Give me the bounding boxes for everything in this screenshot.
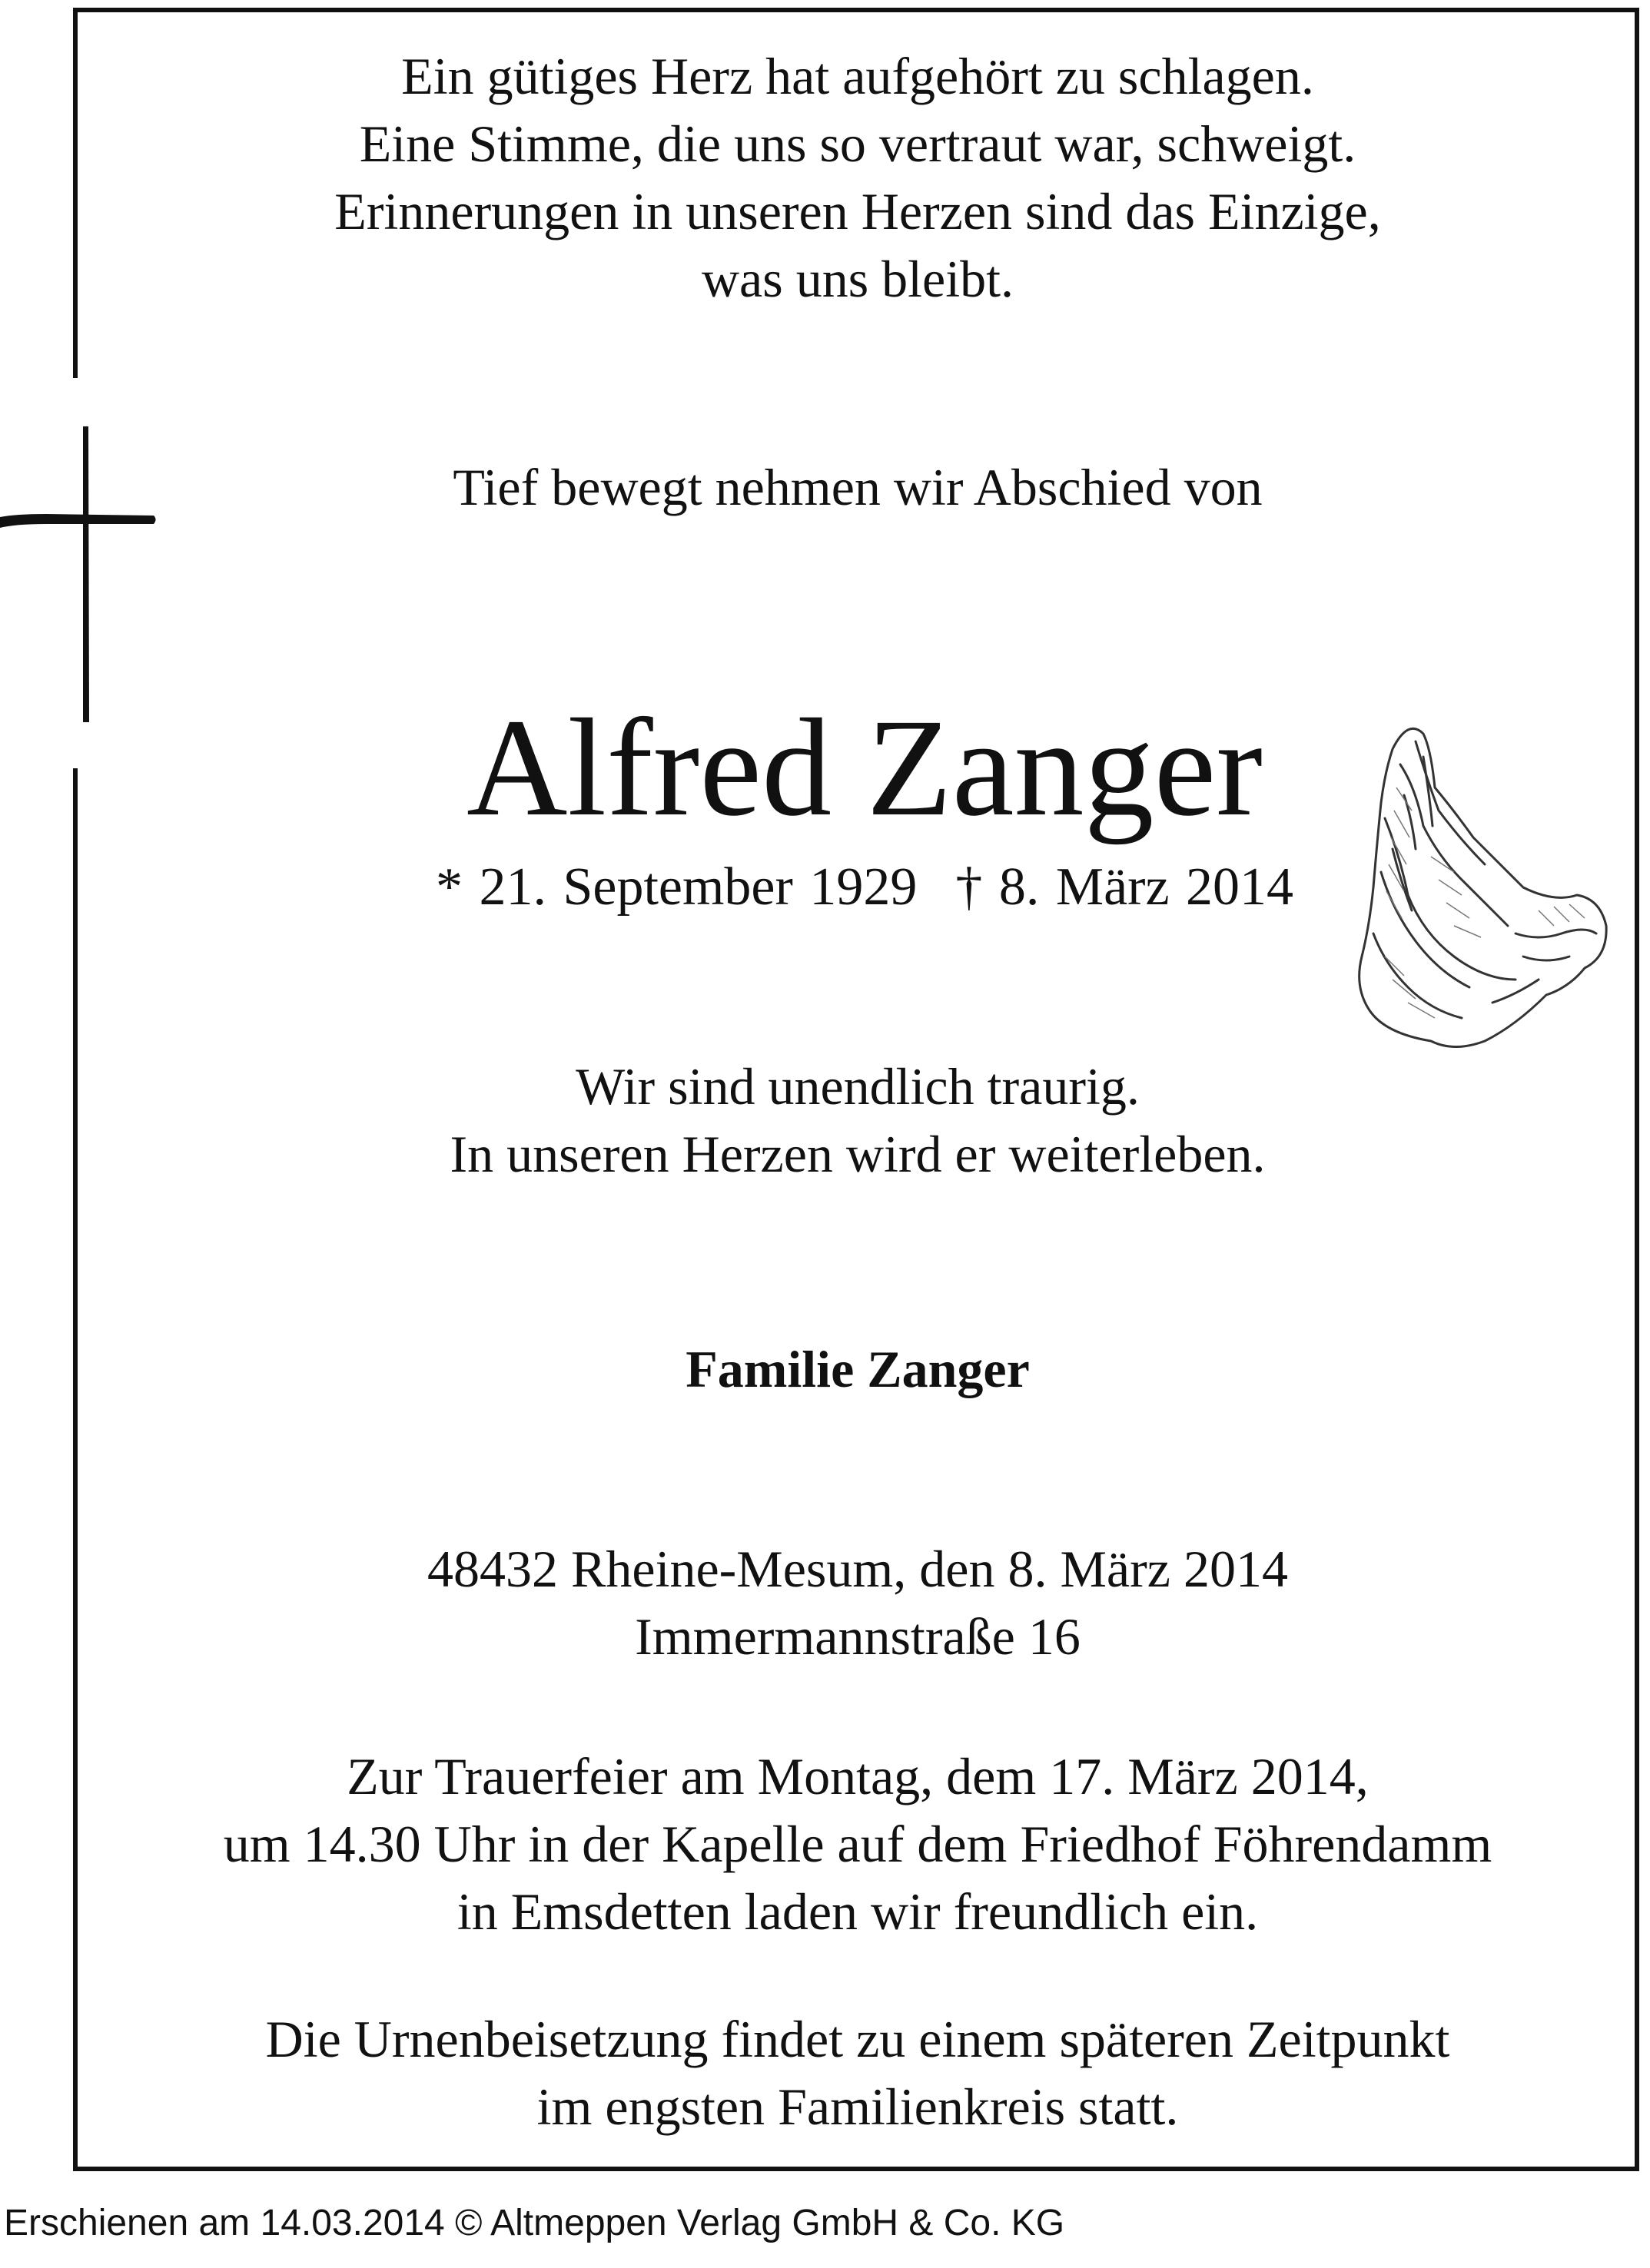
intro-line: Eine Stimme, die uns so vertraut war, schweigt. [359,114,1356,173]
frame-top-border [73,8,1639,12]
praying-hands-icon [1339,703,1615,1056]
intro-line: Ein gütiges Herz hat aufgehört zu schlagen. [401,47,1314,105]
frame-bottom-border [73,2167,1639,2171]
burial-line: im engsten Familienkreis statt. [536,2077,1179,2136]
burial-line: Die Urnenbeisetzung findet zu einem späteren Zeitpunkt [265,2010,1450,2068]
intro-line: was uns bleibt. [701,250,1014,308]
family-signature [78,1335,1638,1403]
life-dates [384,853,1345,922]
farewell-line: Tief bewegt nehmen wir Abschied von [453,458,1263,516]
ceremony-line: Zur Trauerfeier am Montag, dem 17. März 2014, [347,1747,1369,1805]
address-line: 48432 Rheine-Mesum, den 8. März 2014 [427,1540,1288,1598]
mourning-text [78,1053,1638,1188]
intro-verse [78,42,1638,313]
publication-footer: Erschienen am 14.03.2014 © Altmeppen Verlag GmbH & Co. KG [4,2203,1065,2243]
frame-left-border-lower [73,768,78,2171]
ceremony-line: in Emsdetten laden wir freundlich ein. [456,1882,1259,1941]
birth-date: * 21. September 1929 [435,857,918,917]
burial-notice [78,2005,1638,2140]
mourning-line: In unseren Herzen wird er weiterleben. [450,1125,1266,1183]
family-name: Familie Zanger [686,1340,1030,1398]
intro-line: Erinnerungen in unseren Herzen sind das Einzige, [334,182,1381,240]
ceremony-notice [78,1742,1638,1945]
address-line: Immermannstraße 16 [635,1607,1081,1666]
farewell-heading [78,453,1638,521]
death-date: † 8. März 2014 [955,857,1294,917]
mourning-line: Wir sind unendlich traurig. [576,1057,1140,1116]
address-block [78,1535,1638,1670]
deceased-name: Alfred Zanger [466,691,1263,845]
ceremony-line: um 14.30 Uhr in der Kapelle auf dem Friedhof Föhrendamm [223,1815,1492,1873]
